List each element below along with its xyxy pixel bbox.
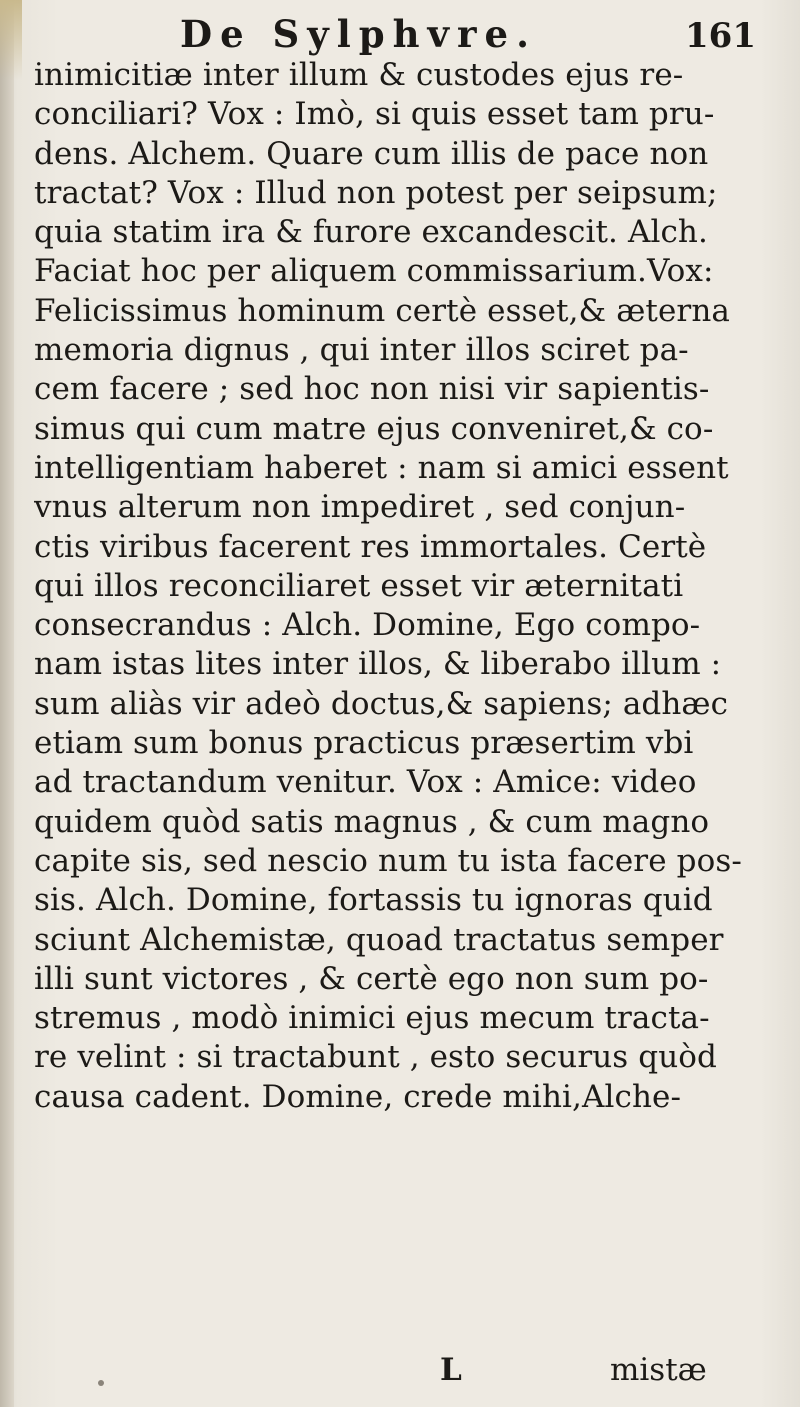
body-text	[34, 56, 786, 1117]
text-line: tractat? Vox : Illud non potest per seipsum;	[34, 174, 718, 211]
text-line: Faciat hoc per aliquem commissarium.Vox:	[34, 253, 714, 290]
text-line: qui illos reconciliaret esset vir æternitati	[34, 567, 684, 604]
text-line: cem facere ; sed hoc non nisi vir sapientis-	[34, 371, 710, 408]
signature-mark: L	[440, 1352, 462, 1388]
page-gutter	[0, 0, 14, 1407]
page-number: 161	[685, 16, 756, 56]
text-line: simus qui cum matre ejus conveniret,& co-	[34, 410, 714, 447]
text-line: re velint : si tractabunt , esto securus quòd	[34, 1039, 717, 1076]
text-line: sum aliàs vir adeò doctus,& sapiens; adhæc	[34, 685, 729, 722]
text-line: capite sis, sed nescio num tu ista facere pos-	[34, 842, 742, 879]
text-line: illi sunt victores , & certè ego non sum po-	[34, 960, 709, 997]
text-line: consecrandus : Alch. Domine, Ego compo-	[34, 607, 701, 644]
text-line: quidem quòd satis magnus , & cum magno	[34, 803, 710, 840]
running-head	[0, 12, 800, 58]
text-line: nam istas lites inter illos, & liberabo illum :	[34, 646, 722, 683]
text-line: ctis viribus facerent res immortales. Certè	[34, 528, 707, 565]
text-line: Felicissimus hominum certè esset,& æterna	[34, 292, 730, 329]
catchword: mistæ	[610, 1352, 707, 1388]
text-line: conciliari? Vox : Imò, si quis esset tam pru-	[34, 96, 715, 133]
ink-speck	[98, 1380, 104, 1386]
page-footer	[0, 1352, 800, 1392]
text-line: causa cadent. Domine, crede mihi,Alche-	[34, 1078, 682, 1115]
text-line: memoria dignus , qui inter illos sciret pa-	[34, 332, 689, 369]
text-line: sis. Alch. Domine, fortassis tu ignoras quid	[34, 882, 713, 919]
running-head-title: De Sylphvre.	[180, 12, 537, 56]
text-line: intelligentiam haberet : nam si amici essent	[34, 449, 729, 486]
text-line: sciunt Alchemistæ, quoad tractatus semper	[34, 921, 724, 958]
text-line: dens. Alchem. Quare cum illis de pace non	[34, 135, 709, 172]
text-line: etiam sum bonus practicus præsertim vbi	[34, 725, 694, 762]
text-line: stremus , modò inimici ejus mecum tracta-	[34, 1000, 710, 1037]
text-line: vnus alterum non impediret , sed conjun-	[34, 489, 686, 526]
text-line: inimicitiæ inter illum & custodes ejus re-	[34, 57, 684, 93]
text-line: quia statim ira & furore excandescit. Alch.	[34, 214, 708, 251]
text-line: ad tractandum venitur. Vox : Amice: video	[34, 764, 697, 801]
